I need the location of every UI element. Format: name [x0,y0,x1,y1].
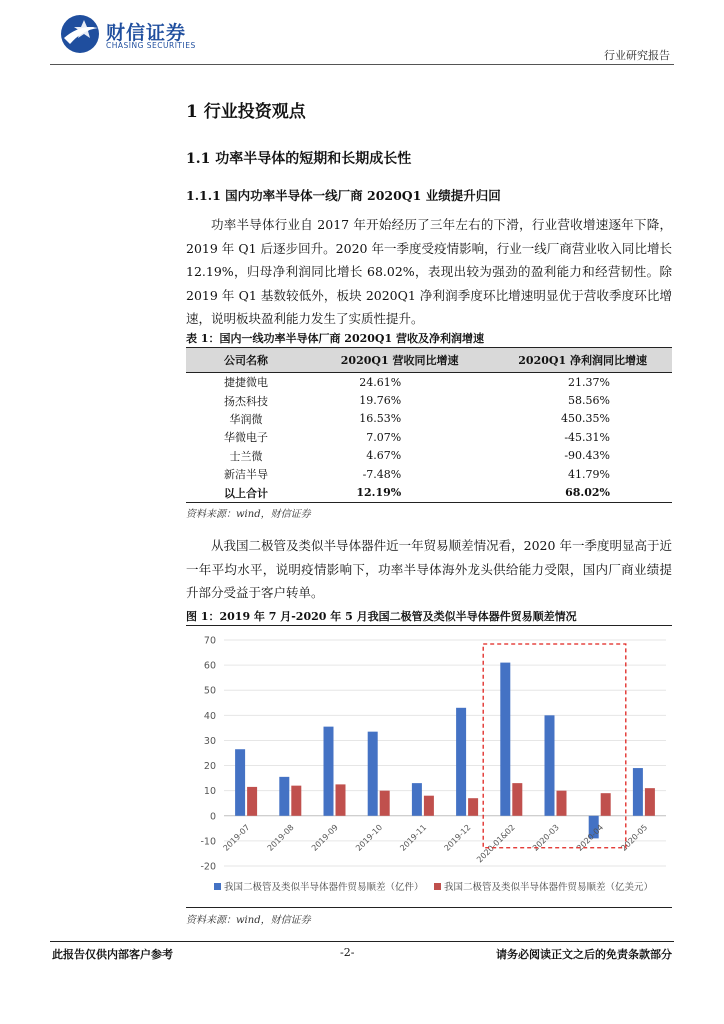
figure-bottom-rule [186,907,672,908]
page-number: -2- [340,946,355,959]
table-cell: 16.53% [359,412,402,426]
table-cell: 4.67% [366,449,402,463]
bar-value [645,788,655,816]
table-row [186,428,672,446]
table-cell: 新洁半导 [224,468,268,482]
bar-volume [368,732,378,816]
data-table [186,347,672,503]
bar-value [601,793,611,816]
y-tick-label: 40 [203,710,216,722]
x-tick-label: 2020-05 [619,822,650,853]
report-type: 行业研究报告 [604,49,670,62]
table-row [186,410,672,428]
table-cell: 捷捷微电 [224,376,268,390]
y-tick-label: 0 [209,811,216,823]
footer-notice: 请务必阅读正文之后的免责条款部分 [496,948,672,961]
x-tick-label: 2019-07 [221,822,252,853]
table-header-cell: 公司名称 [186,348,306,373]
footer-divider [50,941,674,942]
y-tick-label: 70 [203,635,216,647]
table-row [186,465,672,483]
bar-value [512,783,522,816]
bar-value [380,791,390,816]
x-tick-label: 2019-10 [354,822,385,853]
x-tick-label: 2019-12 [442,822,473,853]
bar-value [336,784,346,815]
legend-swatch [434,883,441,890]
figure-source: 资料来源：wind，财信证券 [186,915,311,926]
body-paragraph-2: 从我国二极管及类似半导体器件近一年贸易顺差情况看，2020 年一季度明显高于近一年平均水平，说明疫情影响下，功率半导体海外龙头供给能力受限，国内厂商业绩提升部分受益于客户转单。 [186,538,672,600]
table-cell: 41.79% [568,467,610,481]
y-tick-label: 20 [203,761,216,773]
table-title: 表 1：国内一线功率半导体厂商 2020Q1 营收及净利润增速 [186,332,484,345]
bar-volume [235,749,245,816]
subsubsection-heading: 1.1.1 国内功率半导体一线厂商 2020Q1 业绩提升归回 [186,188,501,203]
table-cell: -7.48% [362,467,402,481]
trade-surplus-chart [186,628,672,906]
y-tick-label: 10 [203,786,216,798]
figure-title: 图 1：2019 年 7 月-2020 年 5 月我国二极管及类似半导体器件贸易顺差情况 [186,610,577,623]
x-tick-label: 2020-03 [530,822,561,853]
table-row [186,391,672,409]
bar-value [247,787,257,816]
table-cell: 12.19% [306,483,493,502]
logo-subtext: CHASING SECURITIES [106,41,196,50]
table-cell: 扬杰科技 [224,394,268,408]
x-tick-label: 2019-09 [309,822,340,853]
table-cell: 7.07% [366,430,402,444]
table-row [186,373,672,392]
table-cell: 以上合计 [186,483,306,502]
subsection-heading: 1.1 功率半导体的短期和长期成长性 [186,151,412,167]
table-cell: 士兰微 [229,449,263,463]
x-tick-label: 2020-01&02 [475,822,517,865]
header-divider [50,64,674,65]
table-header-cell: 2020Q1 净利润同比增速 [493,348,672,373]
table-header-cell: 2020Q1 营收同比增速 [306,348,493,373]
x-tick-label: 2020-04 [575,822,606,853]
x-tick-label: 2019-11 [398,822,429,853]
legend-label: 我国二极管及类似半导体器件贸易顺差（亿美元） [444,882,654,893]
logo-text: 财信证券 [106,22,187,44]
table-cell: 华润微 [229,412,263,426]
bar-volume [545,715,555,815]
y-tick-label: -10 [200,836,216,848]
y-tick-label: 60 [203,660,216,672]
bar-value [424,796,434,816]
bar-volume [279,777,289,816]
table-source: 资料来源：wind，财信证券 [186,509,311,520]
table-cell: 68.02% [493,483,672,502]
bar-volume [500,663,510,816]
x-tick-label: 2019-08 [265,822,296,853]
table-cell: -45.31% [564,430,610,444]
bar-value [291,786,301,816]
bar-volume [324,727,334,816]
figure-top-rule [186,625,672,626]
bar-volume [633,768,643,816]
y-tick-label: 50 [203,685,216,697]
table-cell: 450.35% [561,412,610,426]
bar-value [557,791,567,816]
bar-value [468,798,478,816]
table-row [186,447,672,465]
table-cell: 58.56% [568,394,610,408]
table-cell: 19.76% [359,394,402,408]
bar-volume [412,783,422,816]
legend-label: 我国二极管及类似半导体器件贸易顺差（亿件） [224,882,424,893]
table-cell: 24.61% [359,375,402,389]
body-paragraph-1: 功率半导体行业自 2017 年开始经历了三年左右的下滑，行业营收增速逐年下降，2019 年 Q1 后逐步回升。2020 年一季度受疫情影响，行业一线厂商营业收入同比增长 12.19%，归母净利润同比增长 68.02%，表现出较为强劲的盈利能力和经营韧性。除 2019 年 Q1 基数较低外，板块 2020Q1 净利润季度环比增速明显优于营收季度环比增速，说明板块盈利能力发生了实质性提升。 [186,217,672,326]
table-cell: 华微电子 [224,431,268,445]
logo-icon [60,14,100,54]
y-tick-label: 30 [203,735,216,747]
table-header-row [186,348,672,373]
y-tick-label: -20 [200,861,216,873]
bar-volume [456,708,466,816]
table-cell: -90.43% [564,449,610,463]
table-total-row [186,483,672,502]
footer-disclaimer: 此报告仅供内部客户参考 [52,948,173,961]
section-heading: 1 行业投资观点 [186,102,306,122]
table-cell: 21.37% [568,375,610,389]
legend-swatch [214,883,221,890]
